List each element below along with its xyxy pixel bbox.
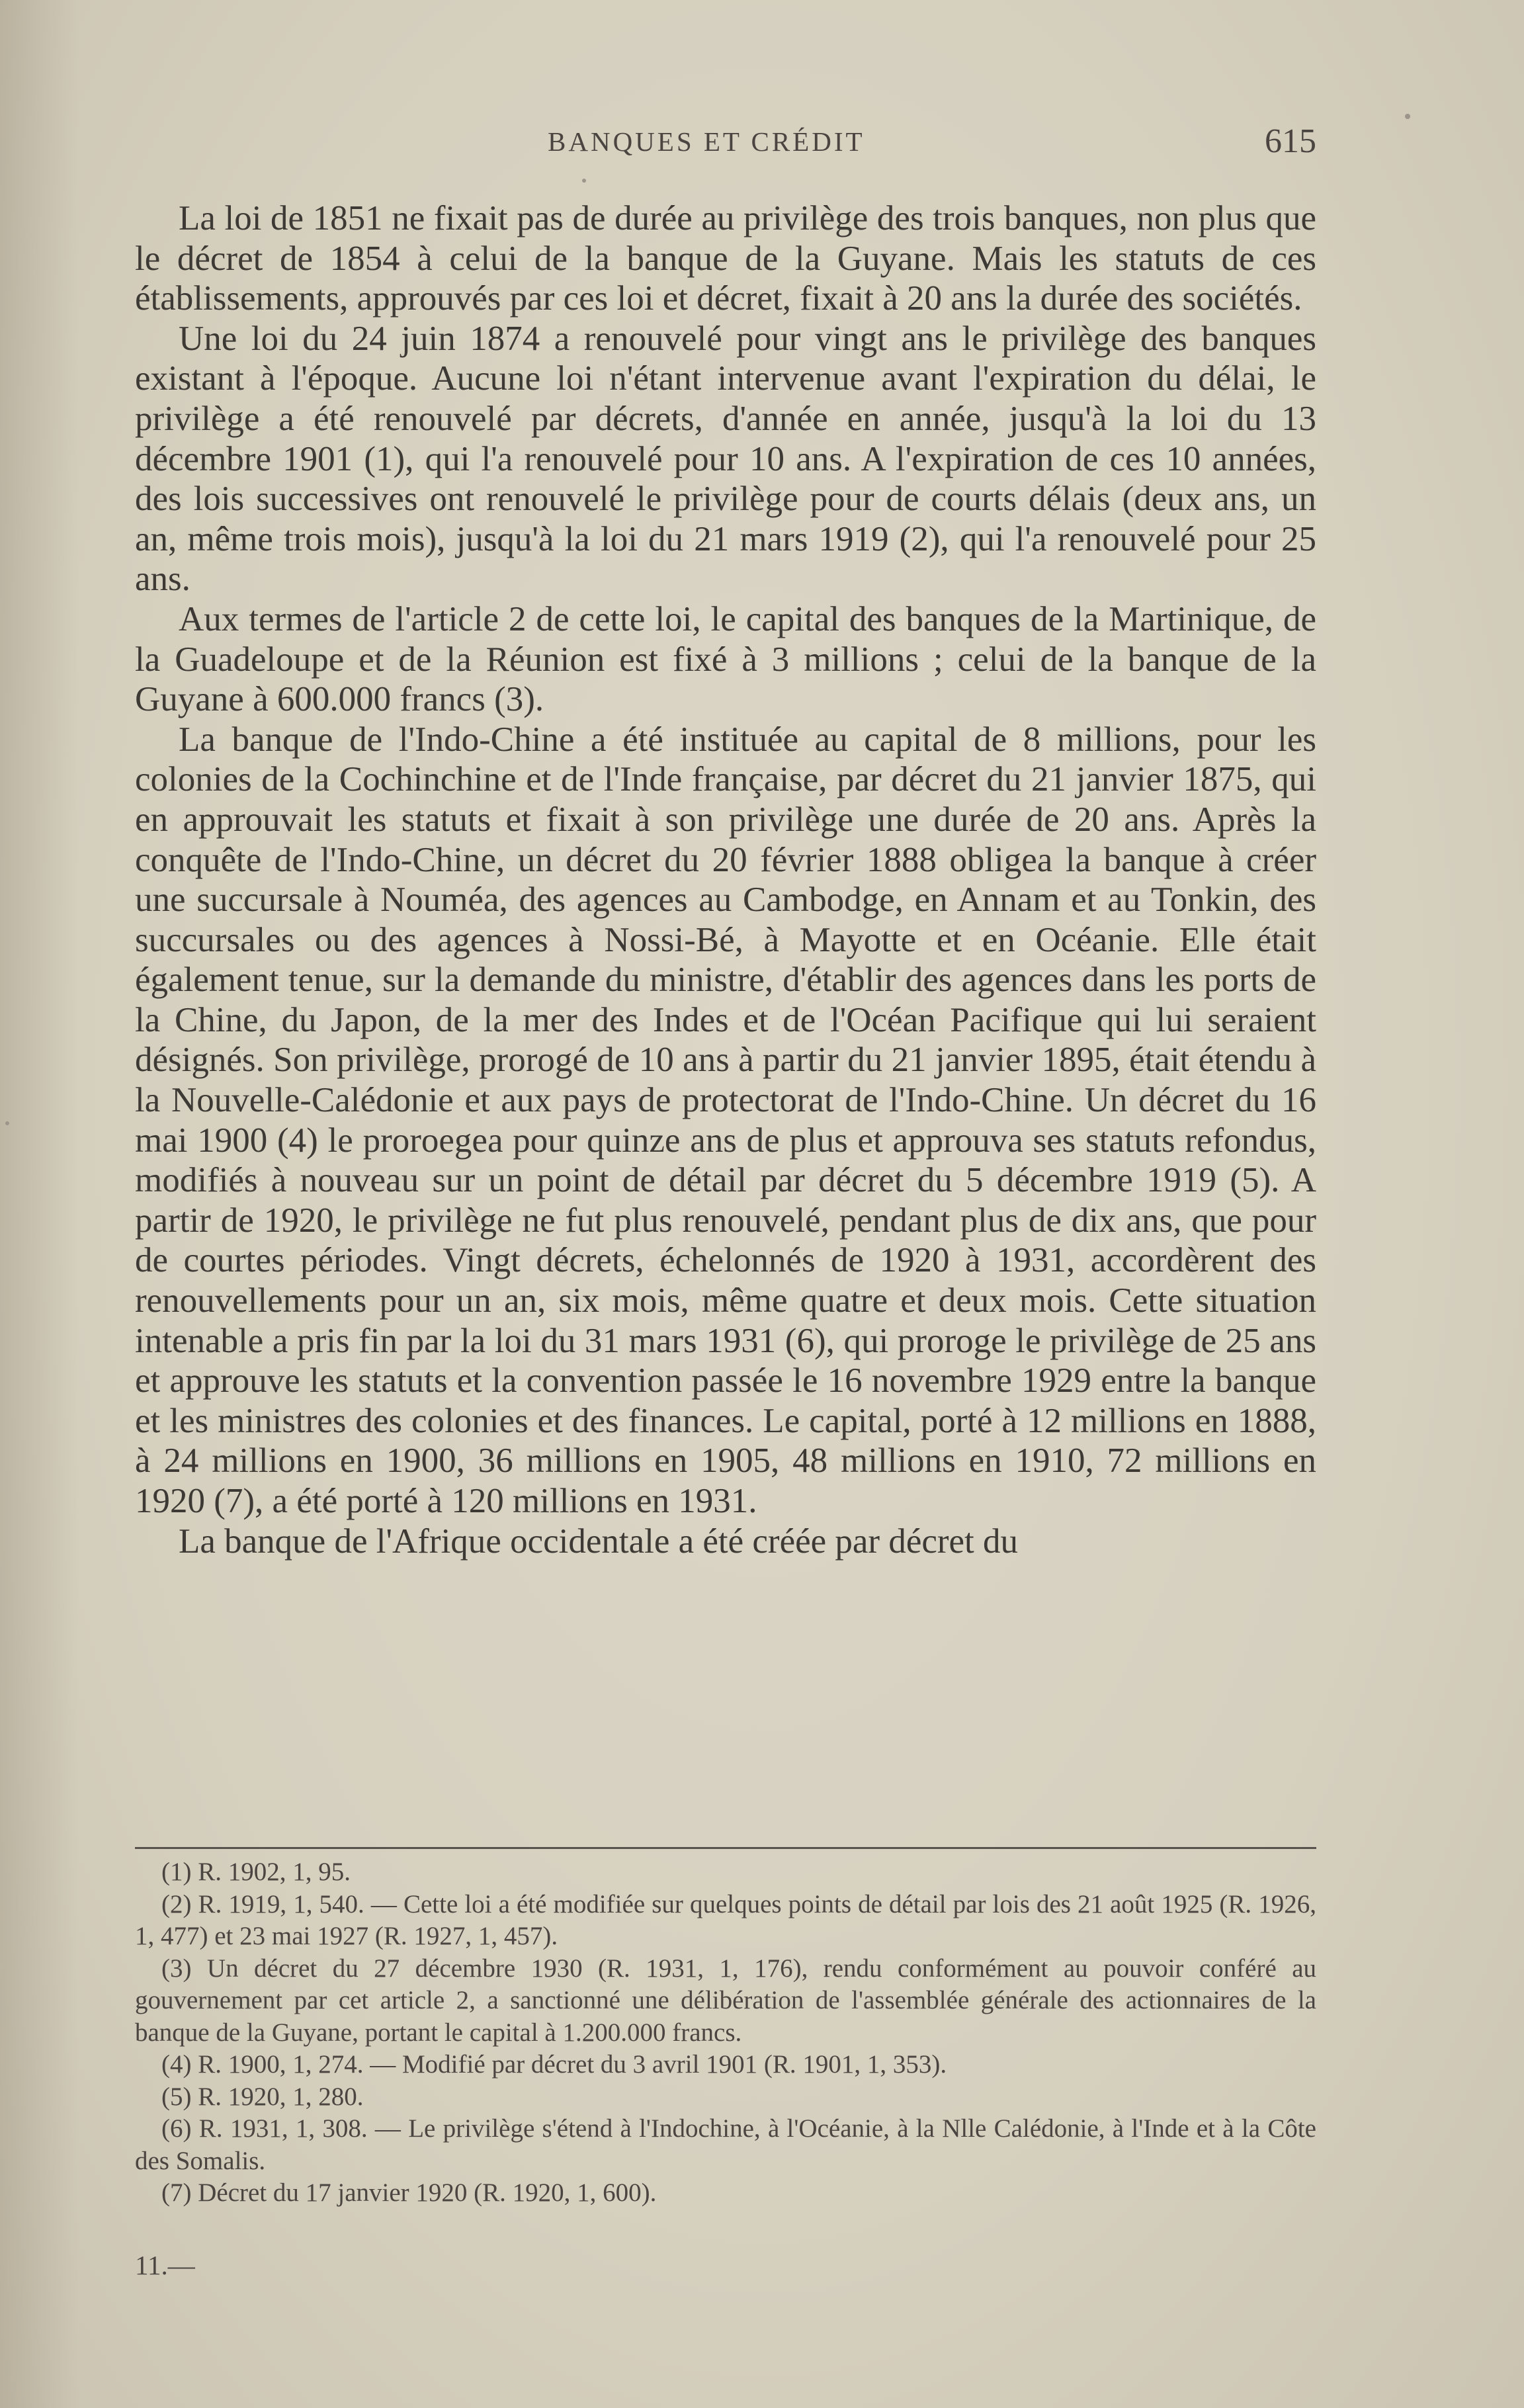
page-header [135, 122, 1316, 161]
footnote-rule [135, 1847, 1316, 1849]
paper-speck [5, 1121, 9, 1125]
footnote: (1) R. 1902, 1, 95. [161, 1858, 351, 1886]
paper-speck [582, 179, 586, 183]
main-text [135, 198, 1316, 1561]
running-head: BANQUES ET CRÉDIT [548, 126, 865, 157]
paragraph: La loi de 1851 ne fixait pas de durée au privilège des trois banques, non plus que le décret de 1854 à celui de la banque de la Guyane. Mais les statuts de ces établissements, approuvés par ces loi et décret, fixait à 20 ans la durée des sociétés. [135, 199, 1316, 318]
footnote: (4) R. 1900, 1, 274. — Modifié par décret du 3 avril 1901 (R. 1901, 1, 353). [161, 2050, 947, 2079]
paragraph: La banque de l'Indo-Chine a été instituée au capital de 8 millions, pour les colonies de la Cochinchine et de l'Inde française, par décret du 21 janvier 1875, qui en approuvait les statuts et fixait à son privilège une durée de 20 ans. Après la conquête de l'Indo-Chine, un décret du 20 février 1888 obligea la banque à créer une succursale à Nouméa, des agences au Cambodge, en Annam et au Tonkin, des succursales ou des agences à Nossi-Bé, à Mayotte et en Océanie. Elle était également tenue, sur la demande du ministre, d'établir des agences dans les ports de la Chine, du Japon, de la mer des Indes et de l'Océan Pacifique qui lui seraient désignés. Son privilège, prorogé de 10 ans à partir du 21 janvier 1895, était étendu à la Nouvelle-Calédonie et aux pays de protectorat de l'Indo-Chine. Un décret du 16 mai 1900 (4) le proroegea pour quinze ans de plus et approuva ses statuts refondus, modifiés à nouveau sur un point de détail par décret du 5 décembre 1919 (5). A partir de 1920, le privilège ne fut plus renouvelé, pendant plus de dix ans, que pour de courtes périodes. Vingt décrets, échelonnés de 1920 à 1931, accordèrent des renouvellements pour un an, six mois, même quatre et deux mois. Cette situation intenable a pris fin par la loi du 31 mars 1931 (6), qui proroge le privilège de 25 ans et approuve les statuts et la convention passée le 16 novembre 1929 entre la banque et les ministres des colonies et des finances. Le capital, porté à 12 millions en 1888, à 24 millions en 1900, 36 millions en 1905, 48 millions en 1910, 72 millions en 1920 (7), a été porté à 120 millions en 1931. [135, 720, 1316, 1520]
footnote: (6) R. 1931, 1, 308. — Le privilège s'étend à l'Indochine, à l'Océanie, à la Nlle Calédonie, à l'Inde et à la Côte des Somalis. [135, 2114, 1316, 2175]
page-edge-shadow [0, 0, 79, 2408]
footnote: (7) Décret du 17 janvier 1920 (R. 1920, 1, 600). [161, 2178, 657, 2207]
footnotes [135, 1856, 1316, 2210]
paragraph: La banque de l'Afrique occidentale a été créée par décret du [179, 1522, 1019, 1561]
footnote: (3) Un décret du 27 décembre 1930 (R. 1931, 1, 176), rendu conformément au pouvoir conféré au gouvernement par cet article 2, a sanctionné une délibération de l'assemblée générale des actionnaires de la banque de la Guyane, portant le capital à 1.200.000 francs. [135, 1954, 1316, 2047]
footnote: (2) R. 1919, 1, 540. — Cette loi a été modifiée sur quelques points de détail par lois des 21 août 1925 (R. 1926, 1, 477) et 23 mai 1927 (R. 1927, 1, 457). [135, 1889, 1316, 1950]
signature-mark: 11.— [135, 2250, 195, 2280]
paragraph: Une loi du 24 juin 1874 a renouvelé pour vingt ans le privilège des banques existant à l'époque. Aucune loi n'étant intervenue avant l'expiration du délai, le privilège a été renouvelé par décrets, d'année en année, jusqu'à la loi du 13 décembre 1901 (1), qui l'a renouvelé pour 10 ans. A l'expiration de ces 10 années, des lois successives ont renouvelé le privilège pour de courts délais (deux ans, un an, même trois mois), jusqu'à la loi du 21 mars 1919 (2), qui l'a renouvelé pour 25 ans. [135, 319, 1316, 599]
footnote: (5) R. 1920, 1, 280. [161, 2082, 364, 2111]
paragraph: Aux termes de l'article 2 de cette loi, le capital des banques de la Martinique, de la Guadeloupe et de la Réunion est fixé à 3 millions ; celui de la banque de la Guyane à 600.000 francs (3). [135, 599, 1316, 719]
paper-speck [1405, 114, 1410, 119]
page-number: 615 [1265, 122, 1316, 160]
